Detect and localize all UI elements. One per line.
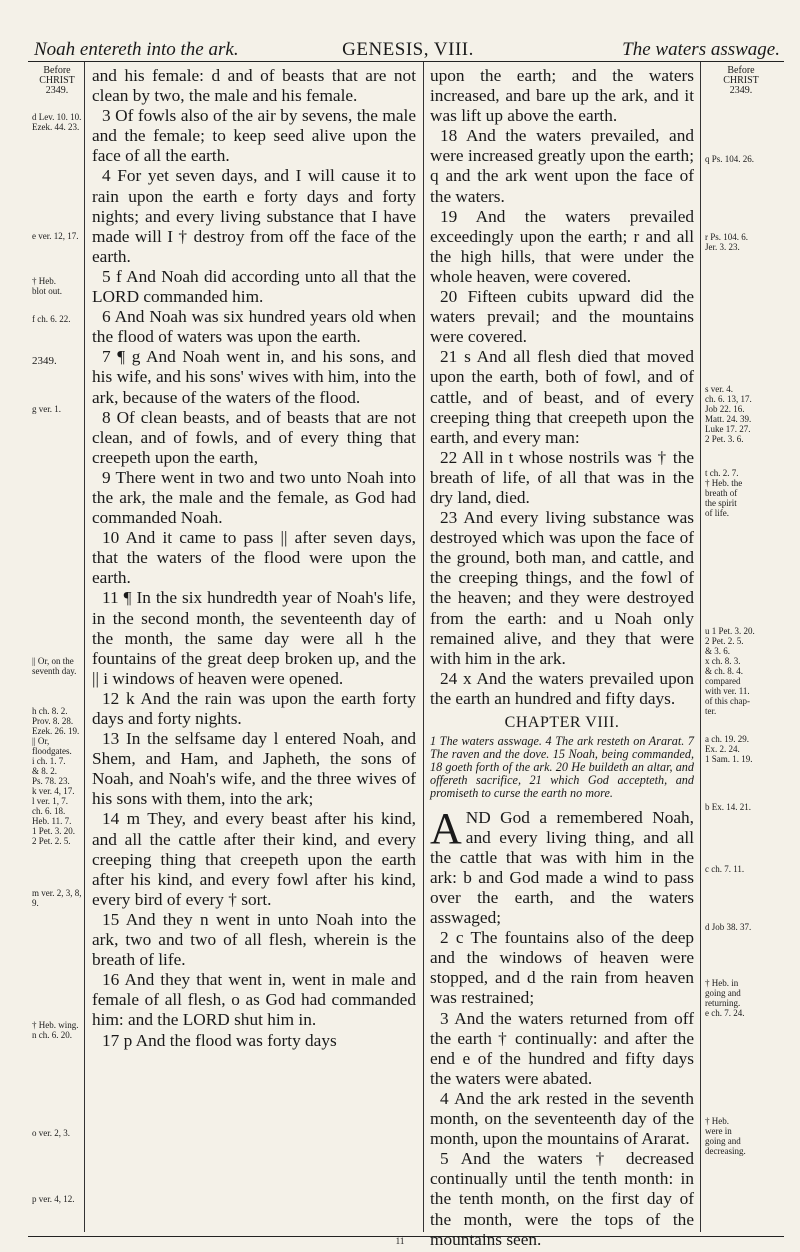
margin-note: p ver. 4, 12. bbox=[32, 1194, 75, 1204]
margin-note: d Job 38. 37. bbox=[705, 922, 752, 932]
margin-note: q Ps. 104. 26. bbox=[705, 154, 755, 164]
drop-cap: A bbox=[430, 803, 462, 853]
verse: 5 And the waters † decreased continually until the tenth month: in the tenth month, on the first day of the month, were the tops of the mountains seen. bbox=[430, 1149, 694, 1249]
divider bbox=[700, 62, 701, 1232]
verse: upon the earth; and the waters increased, and bare up the ark, and it was lift up above the earth. bbox=[430, 66, 694, 126]
margin-date: Before CHRIST 2349. bbox=[39, 65, 75, 96]
margin-date: Before CHRIST 2349. bbox=[723, 65, 759, 96]
margin-note: 2349. bbox=[32, 355, 57, 367]
verse: 2 c The fountains also of the deep and the windows of heaven were stopped, and d the rain from heaven was restrained; bbox=[430, 928, 694, 1008]
text-column-2 bbox=[430, 66, 694, 1250]
chapter-summary: 1 The waters asswage. 4 The ark resteth on Ararat. 7 The raven and the dove. 15 Noah, being commanded, 18 goeth forth of the ark. 20 He buildeth an altar, and offereth sacrifice, 21 which God accepteth, and promiseth to curse the earth no more. bbox=[430, 734, 694, 800]
margin-note: c ch. 7. 11. bbox=[705, 864, 745, 874]
verse: 7 ¶ g And Noah went in, and his sons, and his wife, and his sons' wives with him, into the ark, because of the waters of the flood. bbox=[92, 347, 416, 407]
margin-note: s ver. 4. ch. 6. 13, 17. Job 22. 16. Matt. 24. 39. Luke 17. 27. 2 Pet. 3. 6. bbox=[705, 384, 752, 444]
verse-text: ND God a remembered Noah, and every living thing, and all the cattle that was with him in the ark: b and God made a wind to pass over the earth, and the waters asswaged; bbox=[430, 807, 694, 928]
verse: 14 m They, and every beast after his kind, and all the cattle after their kind, and every creeping thing that creepeth upon the earth after his kind, and every fowl after his kind, every bird of every † sort. bbox=[92, 809, 416, 909]
margin-note: t ch. 2. 7. † Heb. the breath of the spirit of life. bbox=[705, 468, 743, 518]
margin-note: m ver. 2, 3, 8, 9. bbox=[32, 888, 82, 908]
verse: 12 k And the rain was upon the earth forty days and forty nights. bbox=[92, 688, 416, 728]
header-right: The waters asswage. bbox=[622, 39, 780, 60]
verse: 3 And the waters returned from off the earth † continually: and after the end e of the hundred and fifty days the waters were abated. bbox=[430, 1008, 694, 1088]
margin-note: † Heb. blot out. bbox=[32, 276, 63, 296]
verse: 13 In the selfsame day l entered Noah, and Shem, and Ham, and Japheth, the sons of Noah, and Noah's wife, and the three wives of his sons with them, into the ark; bbox=[92, 729, 416, 809]
margin-note: e ver. 12, 17. bbox=[32, 231, 79, 241]
verse: 8 Of clean beasts, and of beasts that are not clean, and of fowls, and of every thing that creepeth upon the earth, bbox=[92, 407, 416, 467]
verse: 22 All in t whose nostrils was † the breath of life, of all that was in the dry land, died. bbox=[430, 447, 694, 507]
verse: 18 And the waters prevailed, and were increased greatly upon the earth; q and the ark went upon the face of the waters. bbox=[430, 126, 694, 206]
margin-note: || Or, on the seventh day. bbox=[32, 656, 77, 676]
divider bbox=[84, 62, 85, 1232]
verse: 4 For yet seven days, and I will cause it to rain upon the earth e forty days and forty nights; and every living substance that I have made will I † destroy from off the face of the earth. bbox=[92, 166, 416, 266]
verse: 16 And they that went in, went in male and female of all flesh, o as God had commanded him: and the LORD shut him in. bbox=[92, 970, 416, 1030]
divider bbox=[423, 62, 424, 1232]
margin-note: f ch. 6. 22. bbox=[32, 314, 71, 324]
margin-note: d Lev. 10. 10. Ezek. 44. 23. bbox=[32, 112, 82, 132]
header-rule bbox=[28, 61, 784, 62]
margin-note: b Ex. 14. 21. bbox=[705, 802, 751, 812]
margin-note: † Heb. wing. n ch. 6. 20. bbox=[32, 1020, 79, 1040]
chapter-heading: CHAPTER VIII. bbox=[504, 714, 620, 731]
margin-note: h ch. 8. 2. Prov. 8. 28. Ezek. 26. 19. || Or, floodgates. i ch. 1. 7. & 8. 2. Ps. 78. 23. k ver. 4, 17. l ver. 1, 7. ch. 6. 18. Heb. 11. 7. 1 Pet. 3. 20. 2 Pet. 2. 5. bbox=[32, 706, 80, 846]
verse: 21 s And all flesh died that moved upon the earth, both of fowl, and of cattle, and of beast, and of every creeping thing that creepeth upon the earth, and every man: bbox=[430, 347, 694, 447]
verse: 9 There went in two and two unto Noah into the ark, the male and the female, as God had commanded Noah. bbox=[92, 467, 416, 528]
verse: 11 ¶ In the six hundredth year of Noah's life, in the second month, the seventeenth day of the month, the same day were all h the fountains of the great deep broken up, and the || i windows of heaven were opened. bbox=[92, 588, 416, 688]
margin-note: u 1 Pet. 3. 20. 2 Pet. 2. 5. & 3. 6. x ch. 8. 3. & ch. 8. 4. compared with ver. 11. of this chap- ter. bbox=[705, 626, 755, 716]
verse: 3 Of fowls also of the air by sevens, the male and the female; to keep seed alive upon the face of all the earth. bbox=[92, 106, 416, 166]
verse: 19 And the waters prevailed exceedingly upon the earth; r and all the high hills, that were under the whole heaven, were covered. bbox=[430, 206, 694, 286]
margin-note: † Heb. in going and returning. e ch. 7. 24. bbox=[705, 978, 745, 1018]
verse: 6 And Noah was six hundred years old when the flood of waters was upon the earth. bbox=[92, 307, 416, 347]
verse: 4 And the ark rested in the seventh month, on the seventeenth day of the month, upon the mountains of Ararat. bbox=[430, 1088, 694, 1149]
verse bbox=[430, 803, 694, 929]
margin-note: o ver. 2, 3. bbox=[32, 1128, 70, 1138]
text-column-1 bbox=[92, 66, 416, 1051]
verse: 15 And they n went in unto Noah into the ark, two and two of all flesh, wherein is the breath of life. bbox=[92, 909, 416, 970]
margin-note: g ver. 1. bbox=[32, 404, 61, 414]
verse: 17 p And the flood was forty days bbox=[102, 1030, 337, 1050]
margin-note: † Heb. were in going and decreasing. bbox=[705, 1116, 746, 1156]
margin-note: r Ps. 104. 6. Jer. 3. 23. bbox=[705, 232, 749, 252]
verse: 10 And it came to pass || after seven days, that the waters of the flood were upon the earth. bbox=[92, 528, 416, 588]
verse: 20 Fifteen cubits upward did the waters prevail; and the mountains were covered. bbox=[430, 287, 694, 347]
header-center: GENESIS, VIII. bbox=[342, 39, 474, 60]
margin-note: a ch. 19. 29. Ex. 2. 24. 1 Sam. 1. 19. bbox=[705, 734, 753, 764]
verse: 5 f And Noah did according unto all that the LORD commanded him. bbox=[92, 266, 416, 307]
page-number: 11 bbox=[395, 1236, 405, 1246]
verse: and his female: d and of beasts that are not clean by two, the male and his female. bbox=[92, 66, 416, 106]
running-header bbox=[28, 0, 784, 60]
header-left: Noah entereth into the ark. bbox=[34, 39, 239, 60]
verse: 23 And every living substance was destroyed which was upon the face of the ground, both man, and cattle, and the creeping things, and the fowl of the heaven; and they were destroyed from the earth: and u Noah only remained alive, and they that were with him in the ark. bbox=[430, 508, 694, 668]
verse: 24 x And the waters prevailed upon the earth an hundred and fifty days. bbox=[430, 668, 694, 708]
